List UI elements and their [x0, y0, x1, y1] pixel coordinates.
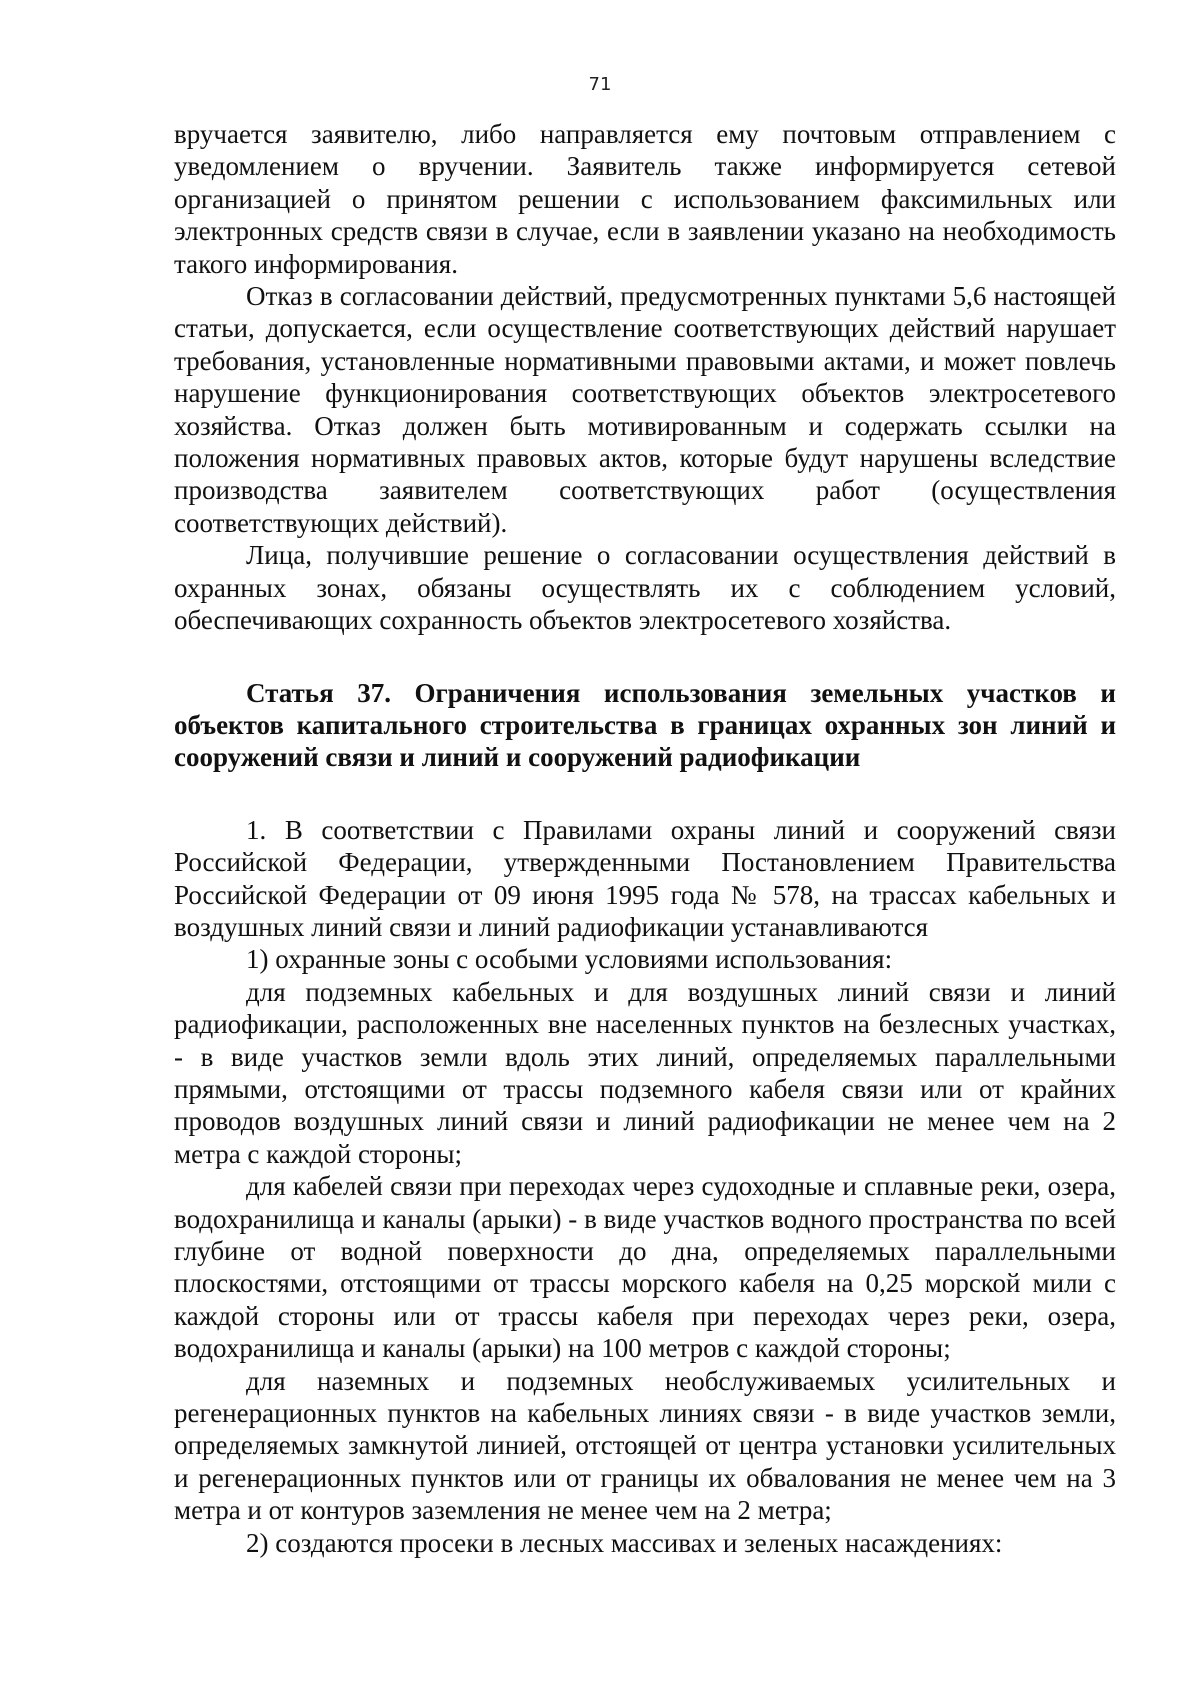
paragraph-subitem-2: 2) создаются просеки в лесных массивах и зеленых насаждениях: [246, 1527, 1003, 1558]
paragraph-cable-crossings: для кабелей связи при переходах через судоходные и сплавные реки, озера, водохранилища и каналы (арыки) - в виде участков водного пространства по всей глубине от водной поверхности до дна, определяемых параллельными плоскостями, отстоящими от трассы морского кабеля на 0,25 морской мили с каждой стороны или от трассы кабеля при переходах через реки, озера, водохранилища и каналы (арыки) на 100 метров с каждой стороны; [174, 1171, 1116, 1364]
paragraph-refusal: Отказ в согласовании действий, предусмотренных пунктами 5,6 настоящей статьи, допускается, если осуществление соответствующих действий нарушает требования, установленные нормативными правовыми актами, и может повлечь нарушение функционирования соответствующих объектов электросетевого хозяйства. Отказ должен быть мотивированным и содержать ссылки на положения нормативных правовых актов, которые будут нарушены вследствие производства заявителем соответствующих работ (осуществления соответствующих действий). [174, 281, 1116, 538]
paragraph-amplifier-points: для наземных и подземных необслуживаемых усилительных и регенерационных пунктов на кабельных линиях связи - в виде участков земли, определяемых замкнутой линией, отстоящей от центра установки усилительных и регенерационных пунктов или от границы их обвалования не менее чем на 3 метра и от контуров заземления не менее чем на 2 метра; [174, 1365, 1116, 1526]
paragraph-item-1: 1. В соответствии с Правилами охраны линий и сооружений связи Российской Федерации, утвержденными Постановлением Правительства Российской Федерации от 09 июня 1995 года № 578, на трассах кабельных и воздушных линий связи и линий радиофикации устанавливаются [174, 814, 1116, 942]
article-heading: Статья 37. Ограничения использования земельных участков и объектов капитального строительства в границах охранных зон линий и сооружений связи и линий и сооружений радиофикации [174, 677, 1116, 773]
paragraph-subitem-1: 1) охранные зоны с особыми условиями использования: [246, 944, 893, 975]
paragraph-continuation: вручается заявителю, либо направляется ему почтовым отправлением с уведомлением о вручении. Заявитель также информируется сетевой организацией о принятом решении с использованием факсимильных или электронных средств связи в случае, если в заявлении указано на необходимость такого информирования. [174, 119, 1116, 279]
paragraph-persons: Лица, получившие решение о согласовании осуществления действий в охранных зонах, обязаны осуществлять их с соблюдением условий, обеспечивающих сохранность объектов электросетевого хозяйства. [174, 540, 1116, 636]
page-number: 71 [588, 74, 612, 95]
paragraph-underground-lines: для подземных кабельных и для воздушных линий связи и линий радиофикации, расположенных вне населенных пунктов на безлесных участках, - в виде участков земли вдоль этих линий, определяемых параллельными прямыми, отстоящими от трассы подземного кабеля связи или от крайних проводов воздушных линий связи и линий радиофикации не менее чем на 2 метра с каждой стороны; [174, 976, 1116, 1169]
document-body [174, 118, 1116, 1559]
